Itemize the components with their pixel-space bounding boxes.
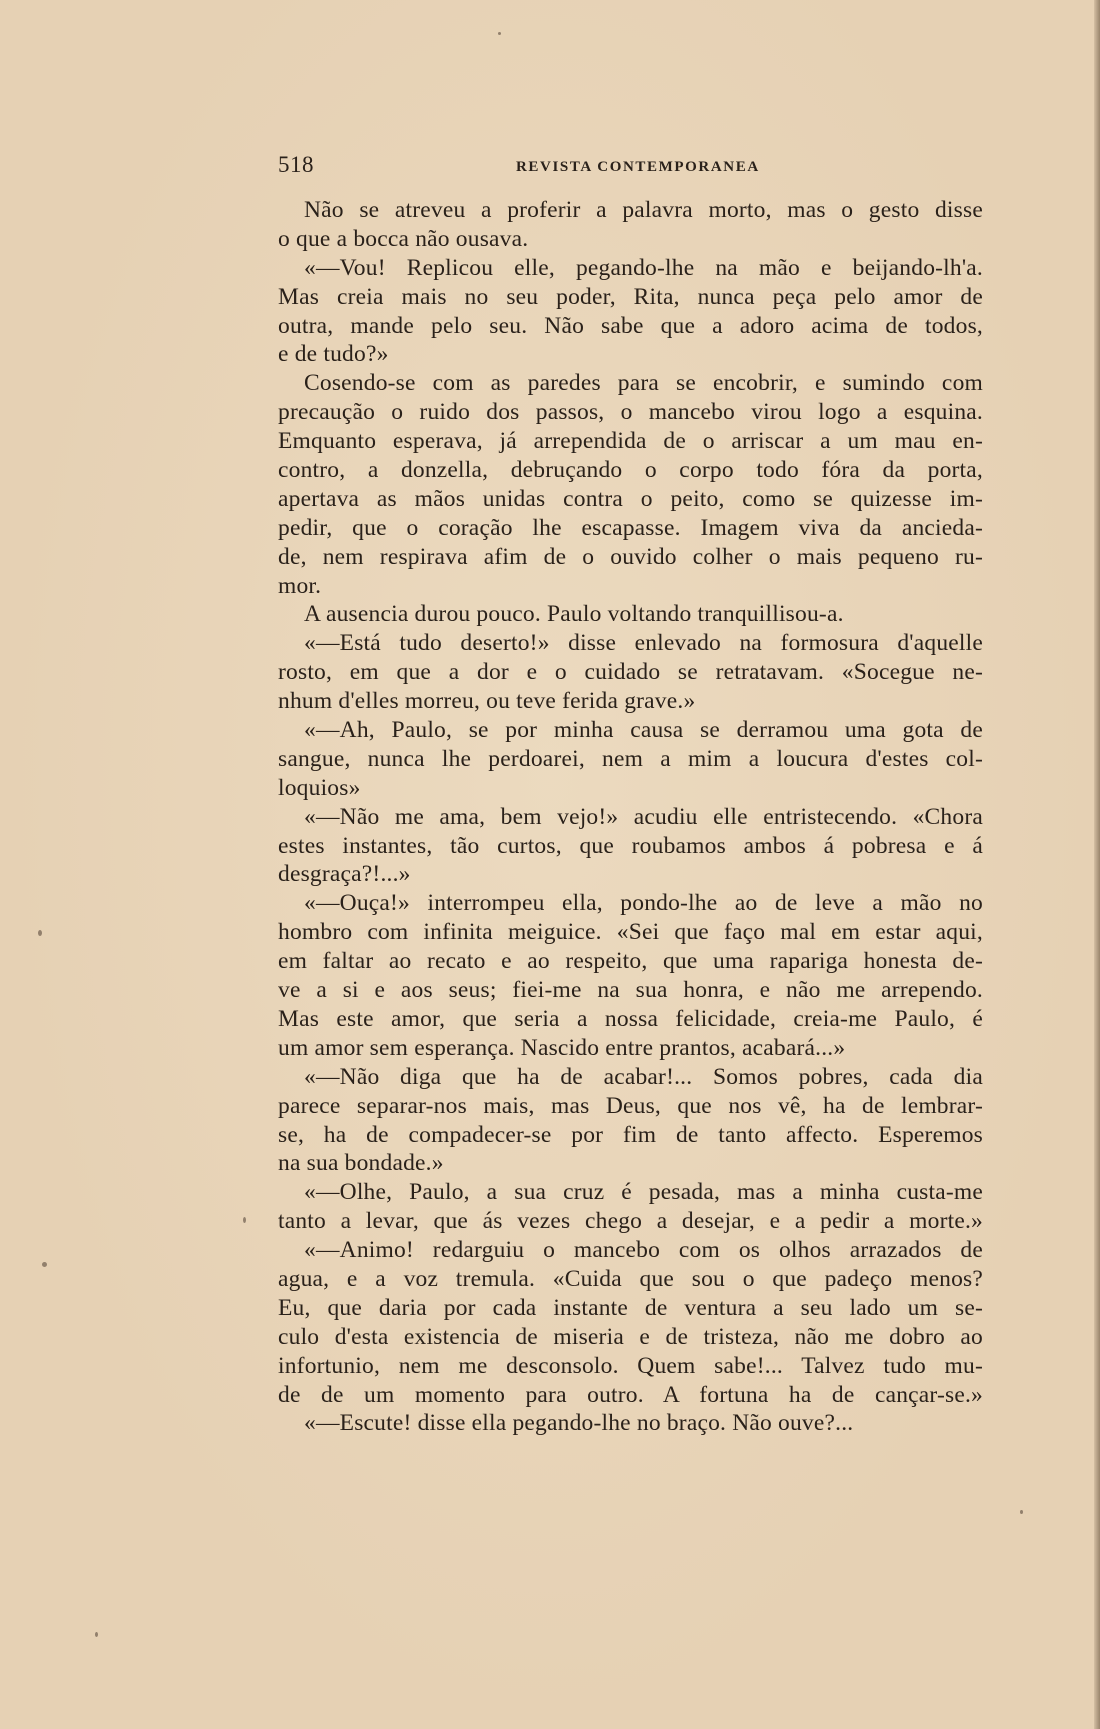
text-line: culo d'esta existencia de miseria e de tristeza, não me dobro ao xyxy=(278,1323,983,1350)
text-line: contro, a donzella, debruçando o corpo todo fóra da porta, xyxy=(278,457,983,484)
body-text xyxy=(278,196,983,1438)
text-line: estes instantes, tão curtos, que roubamos ambos á pobresa e á xyxy=(278,832,983,859)
page-header xyxy=(278,152,978,182)
text-line: Eu, que daria por cada instante de ventura a seu lado um se- xyxy=(278,1294,983,1321)
text-line: de de um momento para outro. A fortuna ha de cançar-se.» xyxy=(278,1381,983,1408)
text-line: na sua bondade.» xyxy=(278,1150,444,1177)
text-line: rosto, em que a dor e o cuidado se retratavam. «Socegue ne- xyxy=(278,659,983,686)
text-line: desgraça?!...» xyxy=(278,861,411,888)
text-line: loquios» xyxy=(278,774,361,801)
page-edge-shadow xyxy=(1094,0,1100,1729)
text-line: outra, mande pelo seu. Não sabe que a adoro acima de todos, xyxy=(278,312,983,339)
text-line: o que a bocca não ousava. xyxy=(278,225,529,252)
text-line: «—Ouça!» interrompeu ella, pondo-lhe ao de leve a mão no xyxy=(304,890,983,917)
paper-speck xyxy=(498,32,501,35)
text-line: hombro com infinita meiguice. «Sei que faço mal em estar aqui, xyxy=(278,919,983,946)
text-line: um amor sem esperança. Nascido entre prantos, acabará...» xyxy=(278,1034,846,1061)
text-line: nhum d'elles morreu, ou teve ferida grave.» xyxy=(278,688,696,715)
text-line: Mas este amor, que seria a nossa felicidade, creia-me Paulo, é xyxy=(278,1005,983,1032)
text-line: agua, e a voz tremula. «Cuida que sou o que padeço menos? xyxy=(278,1265,983,1292)
text-line: mor. xyxy=(278,572,322,599)
text-line: em faltar ao recato e ao respeito, que uma rapariga honesta de- xyxy=(278,948,983,975)
text-line: se, ha de compadecer-se por fim de tanto affecto. Esperemos xyxy=(278,1121,983,1148)
text-line: «—Escute! disse ella pegando-lhe no braço. Não ouve?... xyxy=(304,1410,854,1437)
text-line: Emquanto esperava, já arrependida de o arriscar a um mau en- xyxy=(278,428,983,455)
text-line: pedir, que o coração lhe escapasse. Imagem viva da ancieda- xyxy=(278,514,983,541)
paper-speck xyxy=(243,1217,246,1223)
text-line: «—Vou! Replicou elle, pegando-lhe na mão e beijando-lh'a. xyxy=(304,254,983,281)
text-line: «—Olhe, Paulo, a sua cruz é pesada, mas a minha custa-me xyxy=(304,1179,983,1206)
text-line: «—Animo! redarguiu o mancebo com os olhos arrazados de xyxy=(304,1237,983,1264)
text-line: parece separar-nos mais, mas Deus, que nos vê, ha de lembrar- xyxy=(278,1092,983,1119)
text-line: e de tudo?» xyxy=(278,341,389,368)
running-title: REVISTA CONTEMPORANEA xyxy=(516,159,760,175)
text-line: de, nem respirava afim de o ouvido colher o mais pequeno ru- xyxy=(278,543,983,570)
text-line: Não se atreveu a proferir a palavra morto, mas o gesto disse xyxy=(304,197,983,223)
text-line: A ausencia durou pouco. Paulo voltando tranquillisou-a. xyxy=(304,601,844,628)
text-line: apertava as mãos unidas contra o peito, como se quizesse im- xyxy=(278,485,983,512)
text-line: «—Ah, Paulo, se por minha causa se derramou uma gota de xyxy=(304,717,983,744)
text-line: «—Não diga que ha de acabar!... Somos pobres, cada dia xyxy=(304,1063,983,1090)
paper-speck xyxy=(95,1632,98,1637)
text-line: «—Está tudo deserto!» disse enlevado na formosura d'aquelle xyxy=(304,630,983,657)
paper-speck xyxy=(42,1262,47,1267)
text-line: tanto a levar, que ás vezes chego a desejar, e a pedir a morte.» xyxy=(278,1208,983,1235)
text-line: ve a si e aos seus; fiei-me na sua honra, e não me arrependo. xyxy=(278,977,983,1004)
text-line: Cosendo-se com as paredes para se encobrir, e sumindo com xyxy=(304,370,983,397)
text-line: infortunio, nem me desconsolo. Quem sabe!... Talvez tudo mu- xyxy=(278,1352,983,1379)
text-line: «—Não me ama, bem vejo!» acudiu elle entristecendo. «Chora xyxy=(304,803,983,830)
text-line: Mas creia mais no seu poder, Rita, nunca peça pelo amor de xyxy=(278,283,983,310)
page-number: 518 xyxy=(278,152,314,177)
paper-speck xyxy=(1020,1510,1023,1514)
text-line: sangue, nunca lhe perdoarei, nem a mim a loucura d'estes col- xyxy=(278,745,983,772)
paper-speck xyxy=(38,930,42,936)
text-line: precaução o ruido dos passos, o mancebo virou logo a esquina. xyxy=(278,399,983,426)
